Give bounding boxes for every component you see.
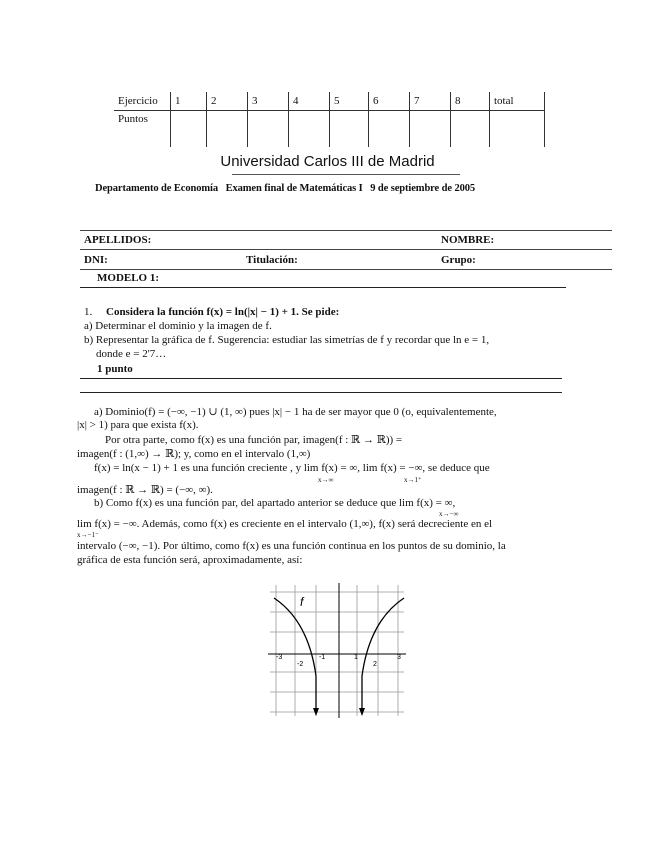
divider — [80, 287, 566, 288]
score-input[interactable] — [330, 111, 369, 148]
score-table-header-row — [114, 92, 545, 111]
score-cell: Ejercicio — [114, 92, 171, 111]
limit-subscript: x→1⁺ — [404, 476, 422, 484]
solution-line: gráfica de esta función será, aproximadamente, así: — [77, 554, 303, 566]
solution-line: lim f(x) = −∞. Además, como f(x) es creciente en el intervalo (1,∞), f(x) será decreciente en el — [77, 518, 493, 530]
score-table — [114, 92, 545, 147]
divider — [80, 392, 562, 393]
score-cell: 4 — [289, 92, 330, 111]
score-cell: 2 — [207, 92, 248, 111]
score-cell: 5 — [330, 92, 369, 111]
divider — [80, 249, 612, 250]
divider — [80, 230, 612, 231]
divider — [80, 269, 612, 270]
limit-subscript: x→∞ — [318, 476, 334, 484]
score-table-points-row — [114, 111, 545, 148]
problem-points: 1 punto — [97, 363, 133, 375]
apellidos-label: APELLIDOS: — [84, 234, 152, 246]
score-cell: 7 — [410, 92, 451, 111]
score-cell: 1 — [171, 92, 207, 111]
score-cell: total — [490, 92, 545, 111]
tick-label: 3 — [397, 654, 401, 661]
score-input[interactable] — [207, 111, 248, 148]
problem-part-a: a) Determinar el dominio y la imagen de f. — [84, 320, 272, 332]
score-input[interactable] — [451, 111, 490, 148]
problem-part-b: b) Representar la gráfica de f. Sugerencia: estudiar las simetrías de f y recordar que ln e = 1, — [84, 334, 490, 346]
tick-label: -3 — [276, 654, 283, 661]
solution-line: a) Dominio(f) = (−∞, −1) ∪ (1, ∞) pues |x| − 1 ha de ser mayor que 0 (o, equivalentemente, — [94, 406, 497, 418]
score-input[interactable] — [490, 111, 545, 148]
score-cell: Puntos — [118, 113, 148, 125]
problem-number: 1. — [84, 306, 93, 318]
tick-label: -1 — [319, 654, 326, 661]
solution-line: |x| > 1) para que exista f(x). — [77, 419, 199, 431]
nombre-label: NOMBRE: — [441, 234, 495, 246]
score-input[interactable] — [289, 111, 330, 148]
titulacion-label: Titulación: — [246, 254, 298, 266]
tick-label: 2 — [373, 661, 377, 668]
graph-grid — [270, 585, 404, 716]
solution-line: Por otra parte, como f(x) es una función par, imagen(f : ℝ → ℝ)) = — [105, 434, 403, 446]
score-input[interactable] — [171, 111, 207, 148]
tick-label: -2 — [297, 661, 304, 668]
graph-f-label: f — [300, 595, 304, 609]
divider — [80, 378, 562, 379]
solution-line: imagen(f : (1,∞) → ℝ); y, como en el intervalo (1,∞) — [77, 448, 311, 460]
score-cell: 6 — [369, 92, 410, 111]
score-cell: 8 — [451, 92, 490, 111]
limit-subscript: x→−∞ — [439, 510, 459, 518]
grupo-label: Grupo: — [441, 254, 476, 266]
tick-label: 1 — [354, 654, 358, 661]
title-underline — [232, 174, 460, 175]
solution-line: b) Como f(x) es una función par, del apartado anterior se deduce que lim f(x) = ∞, — [94, 497, 456, 509]
score-input[interactable] — [248, 111, 289, 148]
solution-line: f(x) = ln(x − 1) + 1 es una función creciente , y lim f(x) = ∞, lim f(x) = −∞, se deduce que — [94, 462, 490, 474]
function-graph — [262, 580, 412, 720]
problem-part-b-cont: donde e = 2'7… — [96, 348, 167, 360]
university-title: Universidad Carlos III de Madrid — [220, 153, 435, 170]
exam-subtitle: Departamento de Economía Examen final de Matemáticas I 9 de septiembre de 2005 — [95, 183, 476, 194]
dni-label: DNI: — [84, 254, 108, 266]
score-input[interactable] — [410, 111, 451, 148]
score-cell: 3 — [248, 92, 289, 111]
solution-line: imagen(f : ℝ → ℝ) = (−∞, ∞). — [77, 484, 213, 496]
solution-line: intervalo (−∞, −1). Por último, como f(x) es una función continua en los puntos de su dominio, la — [77, 540, 506, 552]
score-input[interactable] — [369, 111, 410, 148]
modelo-label: MODELO 1: — [97, 272, 160, 284]
limit-subscript: x→−1⁻ — [77, 531, 99, 539]
problem-statement: Considera la función f(x) = ln(|x| − 1) + 1. Se pide: — [106, 306, 340, 318]
